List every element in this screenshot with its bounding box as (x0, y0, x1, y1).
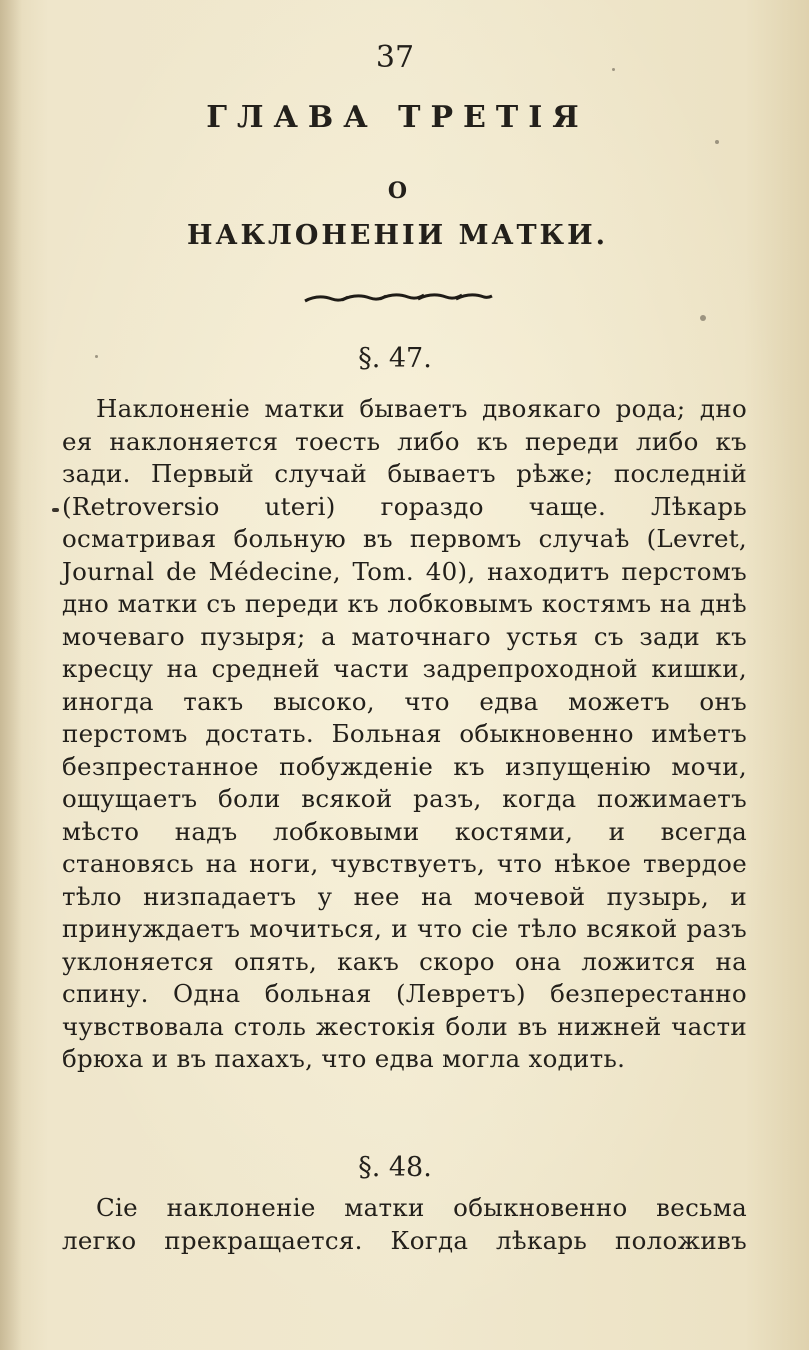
decorative-rule-ornament (300, 288, 495, 310)
paragraph-section-47: Наклоненіе матки бываетъ двоякаго рода; дно ея наклоняется тоесть либо къ переди либо къ зади. Первый случай бываетъ рѣже; последній (Retroversio uteri) гораздо чаще. Лѣкарь осматривая больную въ первомъ случаѣ (Levret, Journal de Médecine, Tom. 40), находитъ перстомъ дно матки съ переди къ лобковымъ костямъ на днѣ мочеваго пузыря; а маточнаго устья съ зади къ кресцу на средней части задрепроходной кишки, иногда такъ высоко, что едва можетъ онъ перстомъ достать. Больная обыкновенно имѣетъ безпрестанное побужденіе къ изпущенію мочи, ощущаетъ боли всякой разъ, когда пожимаетъ мѣсто надъ лобковыми костями, и всегда становясь на ноги, чувствуетъ, что нѣкое твердое тѣло низпадаетъ у нее на мочевой пузырь, и принуждаетъ мочиться, и что сіе тѣло всякой разъ уклоняется опять, какъ скоро она ложится на спину. Одна больная (Левретъ) безперестанно чувствовала столь жестокія боли въ нижней части брюха и въ пахахъ, что едва могла ходить. (62, 394, 747, 1073)
chapter-title: ГЛАВА ТРЕТІЯ (206, 100, 589, 135)
margin-mark (52, 508, 59, 512)
page-number: 37 (375, 40, 415, 75)
section-heading: §. 48. (358, 1152, 432, 1183)
ink-speck (715, 140, 719, 144)
paragraph-section-48: Сіе наклоненіе матки обыкновенно весьма легко прекращается. Когда лѣкарь положивъ (62, 1193, 747, 1255)
section-heading: §. 47. (358, 343, 432, 374)
chapter-preposition: О (387, 178, 408, 204)
ink-speck (700, 315, 706, 321)
chapter-subtitle: НАКЛОНЕНІИ МАТКИ. (186, 220, 609, 251)
